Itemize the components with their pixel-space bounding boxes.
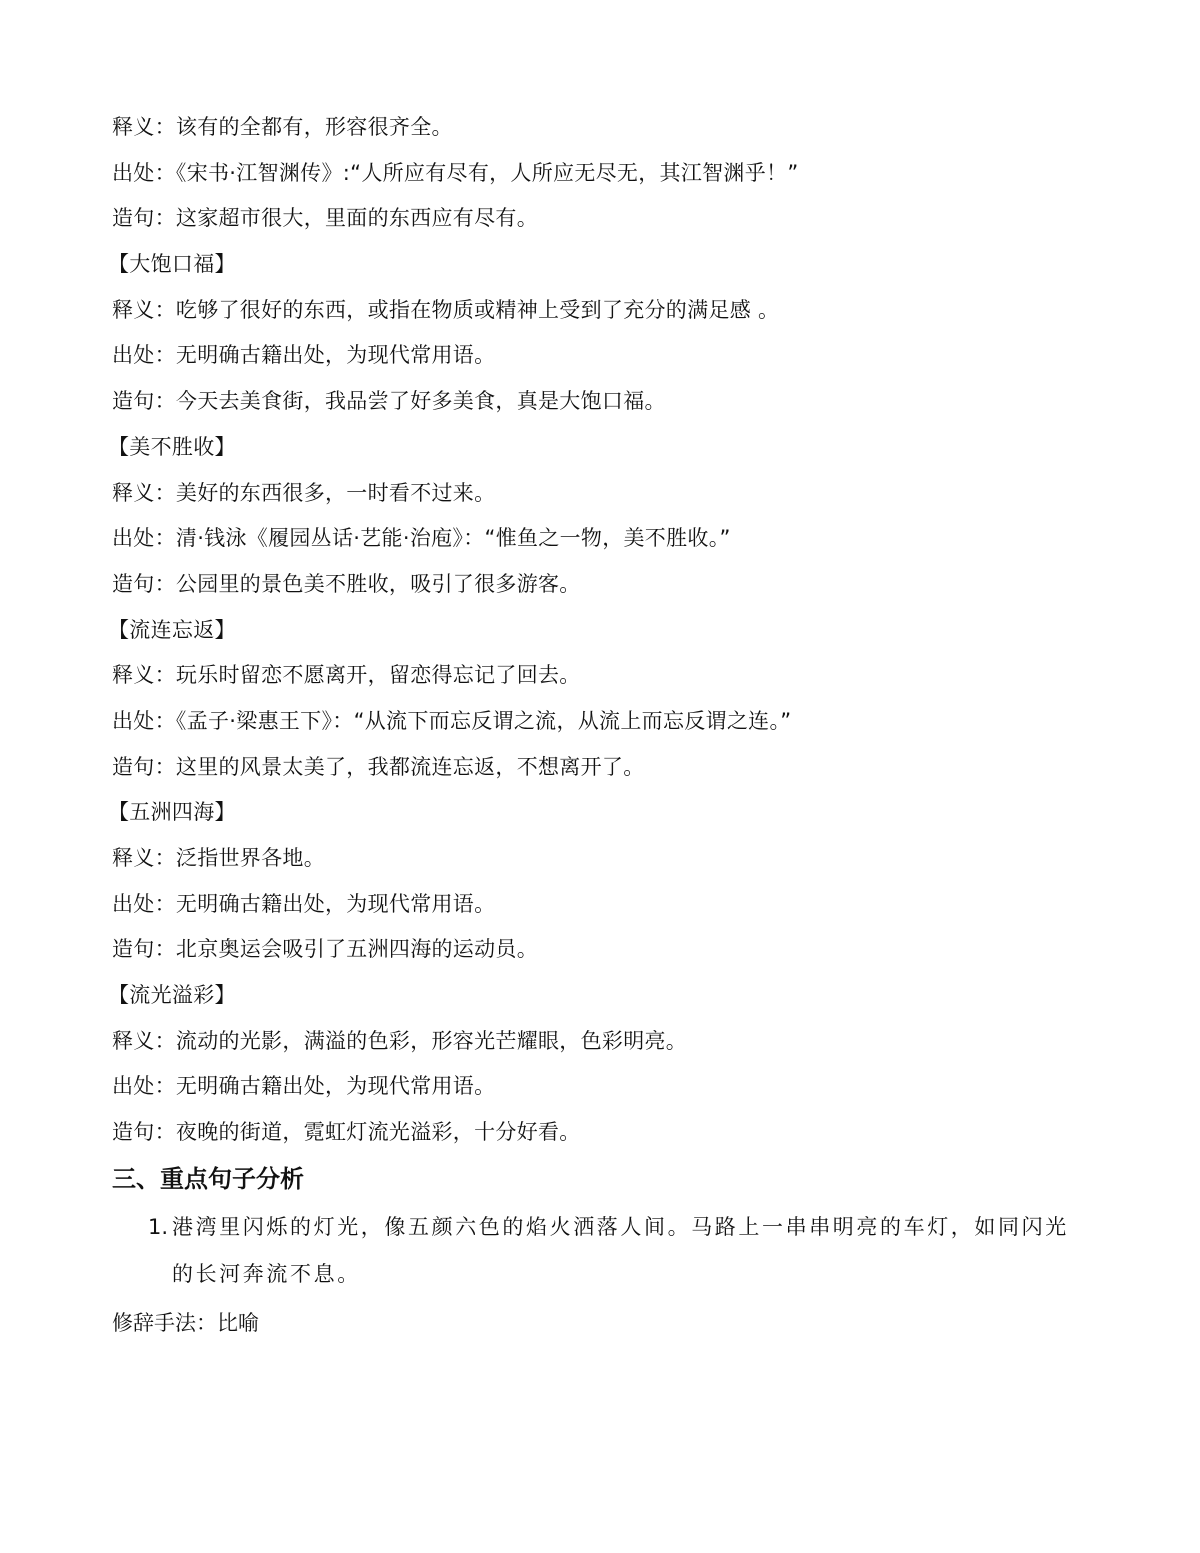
document-content [108,105,1092,1346]
source-line: 出处：《孟子·梁惠王下》：“从流下而忘反谓之流，从流上而忘反谓之连。” [112,708,792,733]
example-sentence-line: 造句：北京奥运会吸引了五洲四海的运动员。 [112,937,538,962]
list-number: 1. [148,1214,169,1239]
key-sentence-text: 港湾里闪烁的灯光，像五颜六色的焰火洒落人间。马路上一串串明亮的车灯，如同闪光的长河奔流不息。 [172,1214,1069,1286]
definition-line: 释义：该有的全都有，形容很齐全。 [112,115,453,139]
example-sentence-line: 造句：夜晚的街道，霓虹灯流光溢彩，十分好看。 [112,1120,581,1145]
source-line: 出处：无明确古籍出处，为现代常用语。 [112,891,496,916]
source-line: 出处：无明确古籍出处，为现代常用语。 [112,343,496,368]
idiom-heading: 【流连忘返】 [108,617,236,642]
definition-line: 释义：流动的光影，满溢的色彩，形容光芒耀眼，色彩明亮。 [112,1028,688,1053]
idiom-heading: 【五洲四海】 [108,800,236,825]
definition-line: 释义：玩乐时留恋不愿离开，留恋得忘记了回去。 [112,663,581,688]
section-title: 三、重点句子分析 [112,1164,304,1193]
source-line: 出处：《宋书·江智渊传》:“人所应有尽有，人所应无尽无，其江智渊乎！” [112,160,799,185]
definition-line: 释义：吃够了很好的东西，或指在物质或精神上受到了充分的满足感 。 [112,297,780,322]
rhetoric-device-line: 修辞手法：比喻 [112,1310,259,1335]
example-sentence-line: 造句：这里的风景太美了，我都流连忘返，不想离开了。 [112,754,645,779]
definition-line: 释义：泛指世界各地。 [112,846,325,870]
idiom-heading: 【大饱口福】 [108,252,236,277]
example-sentence-line: 造句：这家超市很大，里面的东西应有尽有。 [112,206,538,231]
definition-line: 释义：美好的东西很多，一时看不过来。 [112,480,496,505]
source-line: 出处：清·钱泳《履园丛话·艺能·治庖》：“惟鱼之一物，美不胜收。” [112,526,731,551]
numbered-list-item [112,1204,1092,1298]
example-sentence-line: 造句：今天去美食街，我品尝了好多美食，真是大饱口福。 [112,389,666,414]
idiom-heading: 【流光溢彩】 [108,983,236,1008]
idiom-heading: 【美不胜收】 [108,434,236,459]
source-line: 出处：无明确古籍出处，为现代常用语。 [112,1074,496,1099]
example-sentence-line: 造句：公园里的景色美不胜收，吸引了很多游客。 [112,571,581,596]
